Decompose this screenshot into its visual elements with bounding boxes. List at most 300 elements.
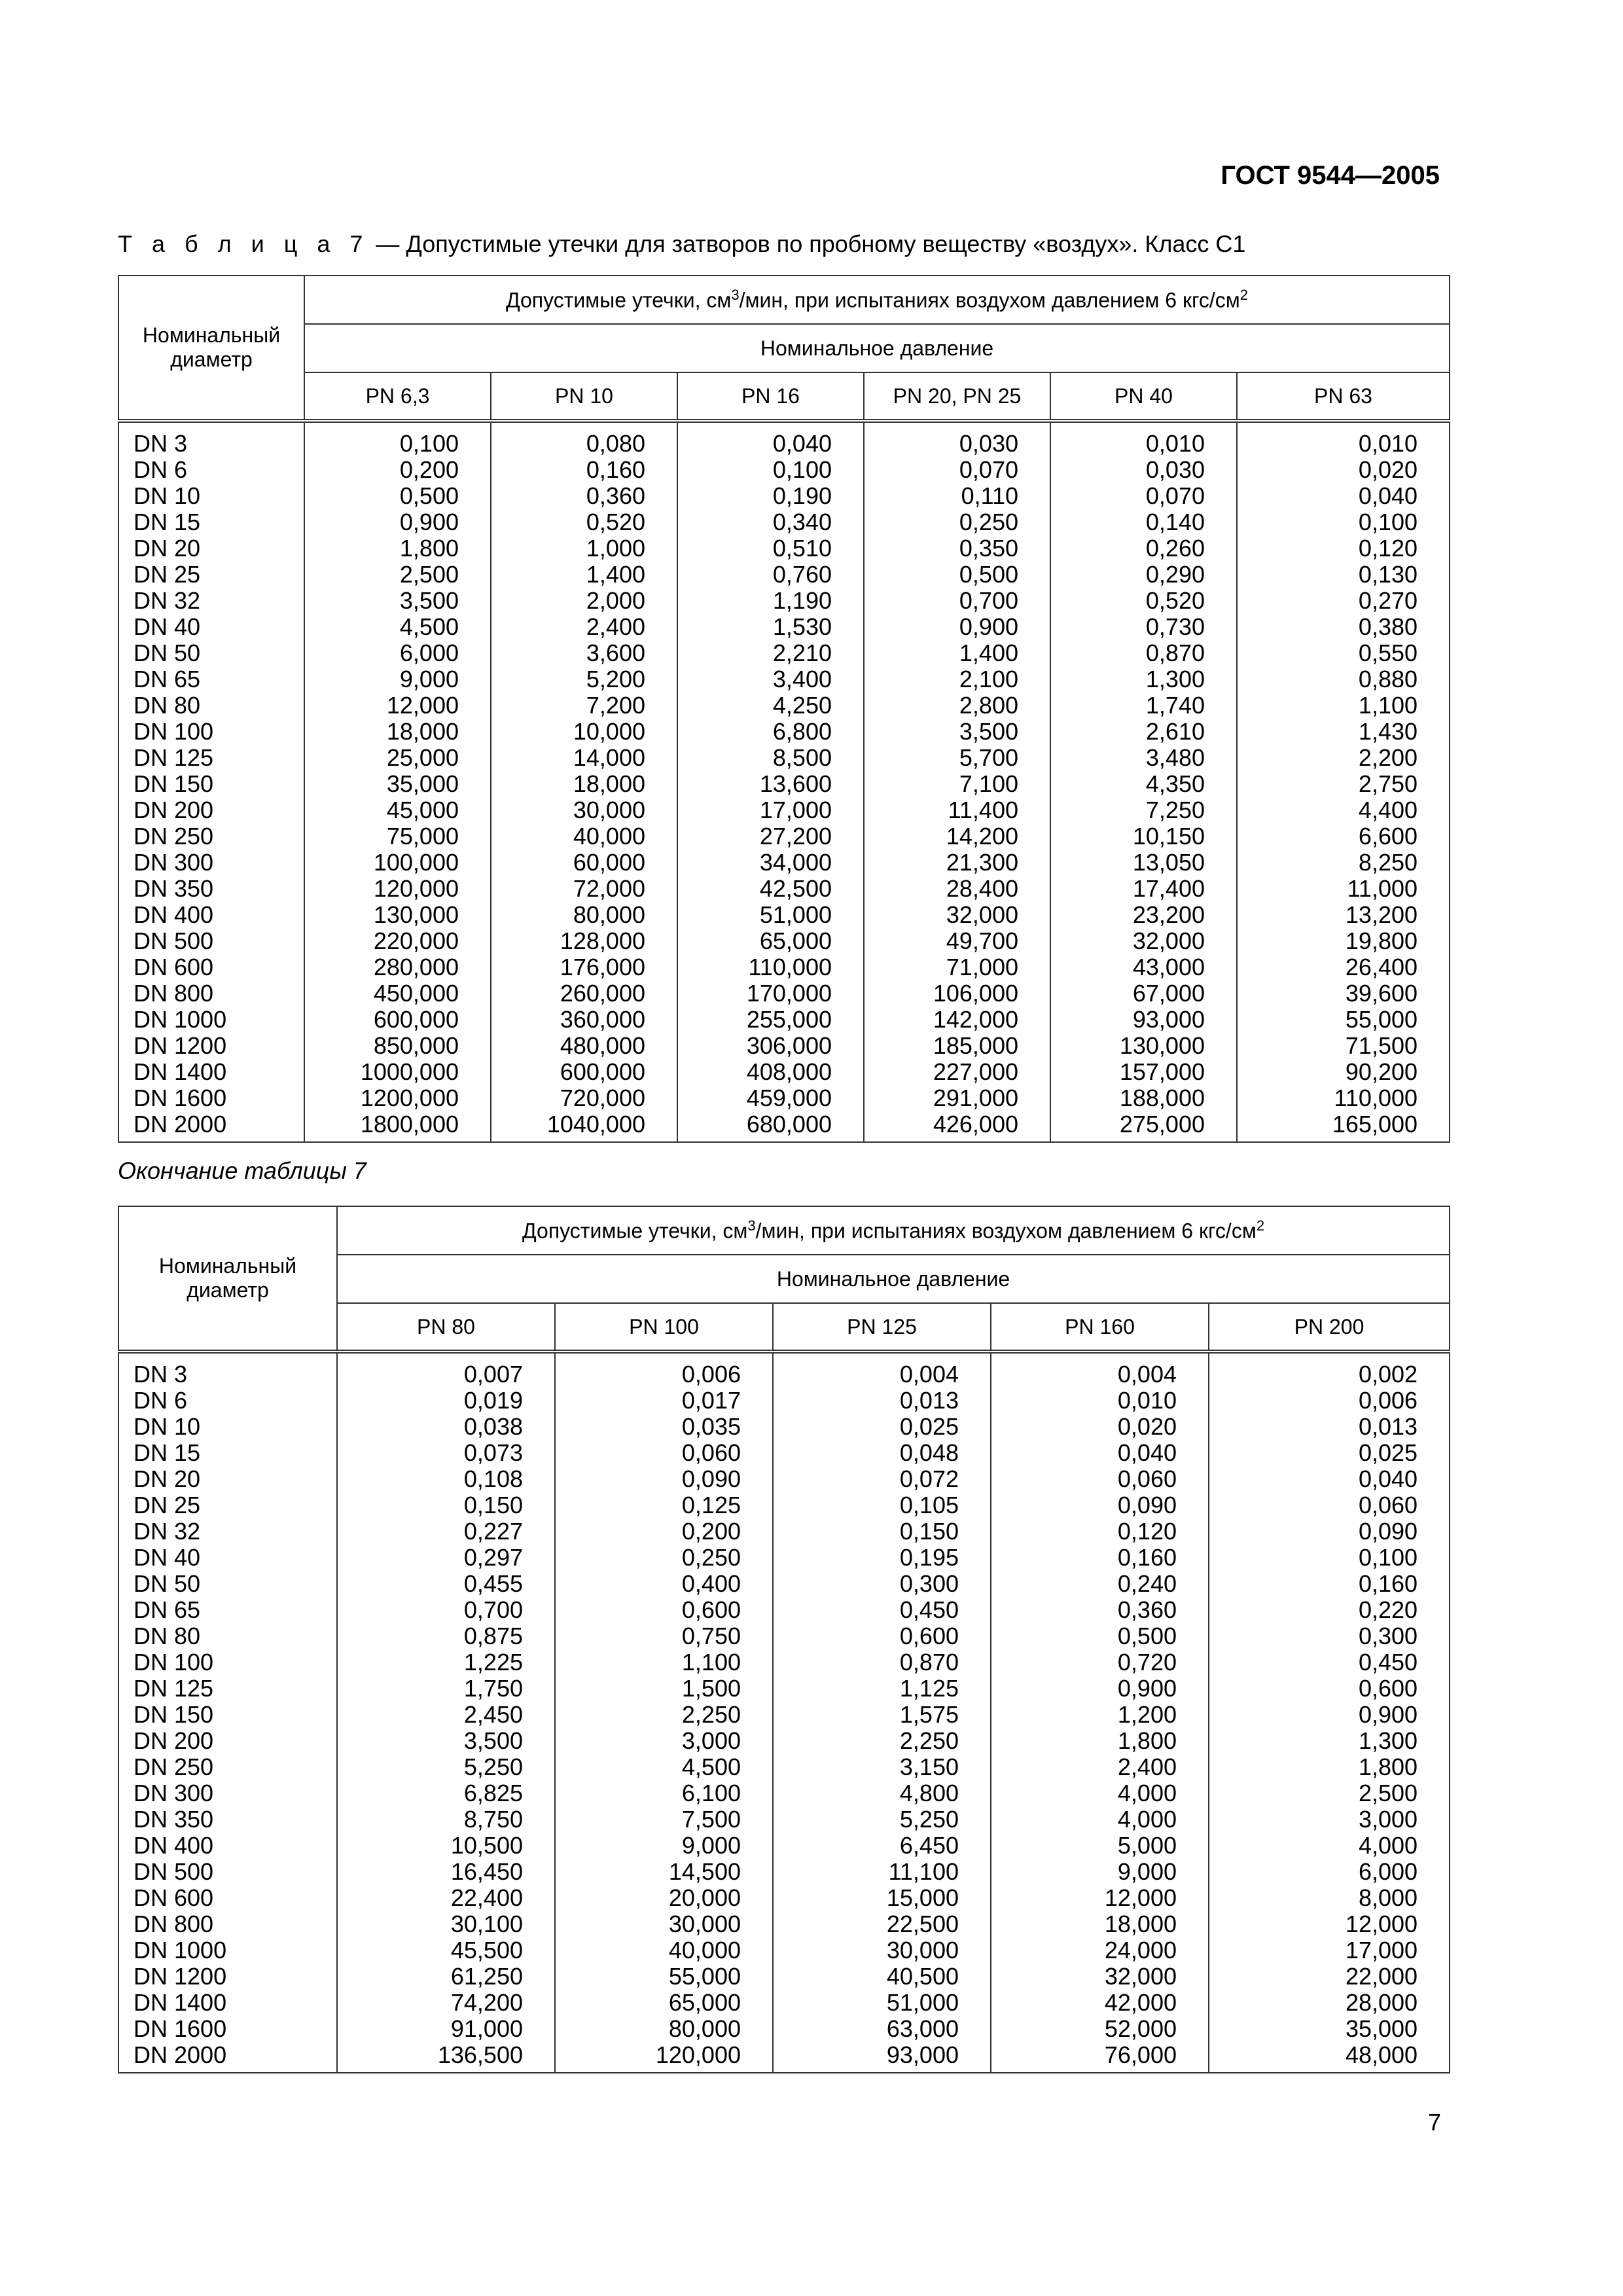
leak-value-cell: 1,100 [555, 1649, 773, 1676]
leak-value-cell: 17,000 [1209, 1937, 1450, 1964]
leak-value-cell: 0,030 [864, 421, 1050, 457]
table-caption-label: Т а б л и ц а 7 [118, 230, 370, 257]
leak-value-cell: 13,050 [1050, 850, 1237, 876]
nominal-diameter-cell: DN 600 [118, 1885, 337, 1911]
leak-value-cell: 0,150 [337, 1492, 555, 1518]
leak-value-cell: 408,000 [677, 1059, 864, 1085]
leak-value-cell: 0,150 [773, 1518, 991, 1545]
leak-value-cell: 176,000 [491, 954, 677, 980]
leak-value-cell: 3,500 [337, 1728, 555, 1754]
leak-value-cell: 2,250 [773, 1728, 991, 1754]
leak-value-cell: 22,000 [1209, 1964, 1450, 1990]
nominal-diameter-cell: DN 40 [118, 1545, 337, 1571]
leak-value-cell: 9,000 [304, 666, 491, 692]
leak-value-cell: 0,038 [337, 1414, 555, 1440]
leak-value-cell: 0,300 [773, 1571, 991, 1597]
leak-value-cell: 0,025 [773, 1414, 991, 1440]
leak-value-cell: 1,000 [491, 535, 677, 562]
leak-value-cell: 0,010 [991, 1388, 1209, 1414]
nominal-diameter-cell: DN 10 [118, 1414, 337, 1440]
leak-value-cell: 11,400 [864, 797, 1050, 823]
leak-value-cell: 2,450 [337, 1702, 555, 1728]
leak-value-cell: 720,000 [491, 1085, 677, 1111]
nominal-diameter-cell: DN 125 [118, 745, 304, 771]
table-row [118, 457, 1450, 483]
leak-value-cell: 2,750 [1237, 771, 1450, 797]
table-row [118, 1033, 1450, 1059]
leak-value-cell: 30,000 [773, 1937, 991, 1964]
leak-value-cell: 1,125 [773, 1676, 991, 1702]
leak-value-cell: 4,400 [1237, 797, 1450, 823]
nominal-diameter-cell: DN 350 [118, 1806, 337, 1833]
leak-value-cell: 90,200 [1237, 1059, 1450, 1085]
leak-value-cell: 0,025 [1209, 1440, 1450, 1466]
leak-value-cell: 8,000 [1209, 1885, 1450, 1911]
leak-value-cell: 0,010 [1050, 421, 1237, 457]
leak-value-cell: 4,000 [1209, 1833, 1450, 1859]
leak-value-cell: 3,500 [304, 588, 491, 614]
leak-value-cell: 600,000 [491, 1059, 677, 1085]
leak-value-cell: 32,000 [991, 1964, 1209, 1990]
leak-value-cell: 0,500 [304, 483, 491, 509]
table-row [118, 1466, 1450, 1492]
leak-value-cell: 0,730 [1050, 614, 1237, 640]
leak-value-cell: 0,550 [1237, 640, 1450, 666]
nominal-diameter-cell: DN 6 [118, 457, 304, 483]
leak-table-part-2 [118, 1206, 1450, 2073]
leak-value-cell: 49,700 [864, 928, 1050, 954]
nominal-diameter-cell: DN 600 [118, 954, 304, 980]
table-row [118, 1059, 1450, 1085]
leak-value-cell: 0,870 [1050, 640, 1237, 666]
leak-value-cell: 0,105 [773, 1492, 991, 1518]
pressure-column-header: PN 125 [773, 1303, 991, 1352]
leak-value-cell: 1,800 [991, 1728, 1209, 1754]
leak-value-cell: 4,800 [773, 1780, 991, 1806]
leak-value-cell: 2,250 [555, 1702, 773, 1728]
leak-value-cell: 28,000 [1209, 1990, 1450, 2016]
leak-value-cell: 0,125 [555, 1492, 773, 1518]
leak-value-cell: 0,020 [1237, 457, 1450, 483]
leak-value-cell: 4,500 [304, 614, 491, 640]
leak-value-cell: 28,400 [864, 876, 1050, 902]
leak-value-cell: 12,000 [1209, 1911, 1450, 1937]
leak-value-cell: 0,090 [991, 1492, 1209, 1518]
leak-value-cell: 0,040 [1209, 1466, 1450, 1492]
leak-value-cell: 0,297 [337, 1545, 555, 1571]
leak-value-cell: 0,120 [1237, 535, 1450, 562]
leak-value-cell: 55,000 [555, 1964, 773, 1990]
leak-value-cell: 0,290 [1050, 562, 1237, 588]
table-row [118, 1571, 1450, 1597]
leak-value-cell: 1040,000 [491, 1111, 677, 1142]
pressure-column-header: PN 160 [991, 1303, 1209, 1352]
leak-value-cell: 0,040 [1237, 483, 1450, 509]
pressure-column-header: PN 10 [491, 372, 677, 421]
nominal-diameter-cell: DN 250 [118, 823, 304, 850]
leak-value-cell: 5,250 [773, 1806, 991, 1833]
leak-value-cell: 1,800 [304, 535, 491, 562]
leak-value-cell: 30,000 [555, 1911, 773, 1937]
leak-value-cell: 0,250 [864, 509, 1050, 535]
leak-value-cell: 74,200 [337, 1990, 555, 2016]
nominal-diameter-cell: DN 2000 [118, 2042, 337, 2073]
leak-value-cell: 291,000 [864, 1085, 1050, 1111]
leak-value-cell: 2,200 [1237, 745, 1450, 771]
document-id-header: ГОСТ 9544—2005 [1221, 161, 1440, 190]
leak-value-cell: 110,000 [677, 954, 864, 980]
leak-value-cell: 2,800 [864, 692, 1050, 719]
leak-value-cell: 0,360 [991, 1597, 1209, 1623]
leak-value-cell: 426,000 [864, 1111, 1050, 1142]
nominal-diameter-cell: DN 800 [118, 1911, 337, 1937]
nominal-diameter-cell: DN 1400 [118, 1990, 337, 2016]
leak-value-cell: 120,000 [304, 876, 491, 902]
pressure-column-header: PN 40 [1050, 372, 1237, 421]
nominal-diameter-cell: DN 80 [118, 692, 304, 719]
leak-value-cell: 40,000 [555, 1937, 773, 1964]
leak-value-cell: 0,700 [337, 1597, 555, 1623]
table-row [118, 719, 1450, 745]
table-row [118, 876, 1450, 902]
leak-value-cell: 20,000 [555, 1885, 773, 1911]
leak-value-cell: 3,000 [555, 1728, 773, 1754]
leak-value-cell: 23,200 [1050, 902, 1237, 928]
leak-value-cell: 7,250 [1050, 797, 1237, 823]
pressure-column-header: PN 63 [1237, 372, 1450, 421]
leak-value-cell: 185,000 [864, 1033, 1050, 1059]
leak-value-cell: 3,000 [1209, 1806, 1450, 1833]
leak-value-cell: 0,090 [1209, 1518, 1450, 1545]
pressure-column-header: PN 6,3 [304, 372, 491, 421]
leak-value-cell: 0,040 [991, 1440, 1209, 1466]
leak-value-cell: 450,000 [304, 980, 491, 1007]
leak-value-cell: 0,060 [1209, 1492, 1450, 1518]
leak-value-cell: 3,500 [864, 719, 1050, 745]
table-row [118, 954, 1450, 980]
leak-value-cell: 100,000 [304, 850, 491, 876]
diameter-header: Номинальный диаметр [118, 276, 304, 421]
leak-value-cell: 10,500 [337, 1833, 555, 1859]
leak-value-cell: 8,500 [677, 745, 864, 771]
leak-value-cell: 0,220 [1209, 1597, 1450, 1623]
leak-value-cell: 27,200 [677, 823, 864, 850]
nominal-diameter-cell: DN 32 [118, 1518, 337, 1545]
leak-value-cell: 76,000 [991, 2042, 1209, 2073]
leak-value-cell: 72,000 [491, 876, 677, 902]
leak-value-cell: 19,800 [1237, 928, 1450, 954]
leak-value-cell: 0,080 [491, 421, 677, 457]
leak-value-cell: 16,450 [337, 1859, 555, 1885]
leak-value-cell: 0,120 [991, 1518, 1209, 1545]
table-row [118, 1676, 1450, 1702]
leak-value-cell: 3,480 [1050, 745, 1237, 771]
leak-value-cell: 1,200 [991, 1702, 1209, 1728]
leak-value-cell: 0,450 [773, 1597, 991, 1623]
nominal-diameter-cell: DN 500 [118, 928, 304, 954]
table-row [118, 1414, 1450, 1440]
leak-value-cell: 0,700 [864, 588, 1050, 614]
diameter-header: Номинальный диаметр [118, 1206, 337, 1352]
leak-value-cell: 4,250 [677, 692, 864, 719]
leak-value-cell: 1,190 [677, 588, 864, 614]
leak-value-cell: 6,000 [1209, 1859, 1450, 1885]
leak-header: Допустимые утечки, $см^3$/мин, при испытаниях воздухом давлением 6 кгс/$см^2$ [337, 1206, 1450, 1255]
table-row [118, 797, 1450, 823]
leak-value-cell: 0,500 [991, 1623, 1209, 1649]
leak-value-cell: 80,000 [555, 2016, 773, 2042]
pressure-column-header: PN 100 [555, 1303, 773, 1352]
leak-value-cell: 0,510 [677, 535, 864, 562]
nominal-diameter-cell: DN 25 [118, 562, 304, 588]
nominal-diameter-cell: DN 200 [118, 797, 304, 823]
leak-value-cell: 2,400 [491, 614, 677, 640]
leak-value-cell: 32,000 [1050, 928, 1237, 954]
leak-value-cell: 5,000 [991, 1833, 1209, 1859]
table-row [118, 1545, 1450, 1571]
leak-value-cell: 275,000 [1050, 1111, 1237, 1142]
leak-value-cell: 0,090 [555, 1466, 773, 1492]
table-continuation-caption: Окончание таблицы 7 [118, 1157, 366, 1184]
table-row [118, 1754, 1450, 1780]
leak-value-cell: 4,000 [991, 1806, 1209, 1833]
pressure-column-header: PN 80 [337, 1303, 555, 1352]
leak-value-cell: 22,500 [773, 1911, 991, 1937]
leak-value-cell: 0,380 [1237, 614, 1450, 640]
leak-value-cell: 10,150 [1050, 823, 1237, 850]
leak-value-cell: 0,160 [991, 1545, 1209, 1571]
nominal-diameter-cell: DN 1600 [118, 2016, 337, 2042]
leak-value-cell: 2,100 [864, 666, 1050, 692]
leak-value-cell: 850,000 [304, 1033, 491, 1059]
leak-value-cell: 6,800 [677, 719, 864, 745]
leak-value-cell: 51,000 [773, 1990, 991, 2016]
table-row [118, 1911, 1450, 1937]
leak-value-cell: 4,350 [1050, 771, 1237, 797]
nominal-diameter-cell: DN 65 [118, 1597, 337, 1623]
table-row [118, 928, 1450, 954]
leak-value-cell: 220,000 [304, 928, 491, 954]
leak-value-cell: 0,880 [1237, 666, 1450, 692]
nominal-diameter-cell: DN 32 [118, 588, 304, 614]
table-row [118, 1085, 1450, 1111]
nominal-diameter-cell: DN 150 [118, 1702, 337, 1728]
leak-value-cell: 0,600 [1209, 1676, 1450, 1702]
leak-value-cell: 260,000 [491, 980, 677, 1007]
leak-value-cell: 0,600 [555, 1597, 773, 1623]
leak-value-cell: 0,073 [337, 1440, 555, 1466]
leak-value-cell: 2,500 [1209, 1780, 1450, 1806]
table-row [118, 535, 1450, 562]
table-row [118, 421, 1450, 457]
nominal-diameter-cell: DN 40 [118, 614, 304, 640]
nominal-diameter-cell: DN 1200 [118, 1964, 337, 1990]
nominal-diameter-cell: DN 200 [118, 1728, 337, 1754]
leak-value-cell: 18,000 [991, 1911, 1209, 1937]
nominal-diameter-cell: DN 400 [118, 1833, 337, 1859]
leak-value-cell: 32,000 [864, 902, 1050, 928]
table-row [118, 902, 1450, 928]
leak-value-cell: 1,750 [337, 1676, 555, 1702]
leak-value-cell: 0,035 [555, 1414, 773, 1440]
leak-value-cell: 0,900 [1209, 1702, 1450, 1728]
leak-value-cell: 6,000 [304, 640, 491, 666]
leak-value-cell: 106,000 [864, 980, 1050, 1007]
leak-value-cell: 25,000 [304, 745, 491, 771]
leak-value-cell: 71,500 [1237, 1033, 1450, 1059]
leak-value-cell: 280,000 [304, 954, 491, 980]
leak-value-cell: 8,750 [337, 1806, 555, 1833]
nominal-diameter-cell: DN 2000 [118, 1111, 304, 1142]
leak-value-cell: 0,030 [1050, 457, 1237, 483]
leak-value-cell: 120,000 [555, 2042, 773, 2073]
leak-value-cell: 15,000 [773, 1885, 991, 1911]
leak-value-cell: 5,700 [864, 745, 1050, 771]
table-caption-text: — Допустимые утечки для затворов по пробному веществу «воздух». Класс С1 [369, 230, 1246, 257]
leak-value-cell: 9,000 [555, 1833, 773, 1859]
leak-value-cell: 0,130 [1237, 562, 1450, 588]
table-row [118, 640, 1450, 666]
leak-value-cell: 0,004 [991, 1352, 1209, 1388]
table-row [118, 1352, 1450, 1388]
table-row [118, 2042, 1450, 2073]
leak-value-cell: 17,000 [677, 797, 864, 823]
leak-value-cell: 45,500 [337, 1937, 555, 1964]
nominal-diameter-cell: DN 150 [118, 771, 304, 797]
leak-value-cell: 0,110 [864, 483, 1050, 509]
nominal-diameter-cell: DN 65 [118, 666, 304, 692]
table-row [118, 483, 1450, 509]
leak-value-cell: 142,000 [864, 1007, 1050, 1033]
leak-value-cell: 1,300 [1050, 666, 1237, 692]
leak-value-cell: 188,000 [1050, 1085, 1237, 1111]
table-row [118, 850, 1450, 876]
leak-value-cell: 93,000 [773, 2042, 991, 2073]
table-row [118, 1111, 1450, 1142]
leak-value-cell: 1,225 [337, 1649, 555, 1676]
leak-value-cell: 0,300 [1209, 1623, 1450, 1649]
leak-value-cell: 22,400 [337, 1885, 555, 1911]
leak-value-cell: 227,000 [864, 1059, 1050, 1085]
leak-value-cell: 42,500 [677, 876, 864, 902]
leak-value-cell: 0,400 [555, 1571, 773, 1597]
nominal-diameter-cell: DN 300 [118, 850, 304, 876]
leak-value-cell: 12,000 [991, 1885, 1209, 1911]
leak-value-cell: 0,250 [555, 1545, 773, 1571]
leak-value-cell: 0,350 [864, 535, 1050, 562]
leak-value-cell: 17,400 [1050, 876, 1237, 902]
leak-value-cell: 40,000 [491, 823, 677, 850]
leak-value-cell: 7,500 [555, 1806, 773, 1833]
page-number: 7 [1427, 2109, 1441, 2136]
leak-value-cell: 14,000 [491, 745, 677, 771]
leak-value-cell: 30,000 [491, 797, 677, 823]
leak-value-cell: 0,160 [1209, 1571, 1450, 1597]
leak-value-cell: 65,000 [555, 1990, 773, 2016]
leak-value-cell: 30,100 [337, 1911, 555, 1937]
table-row [118, 509, 1450, 535]
leak-value-cell: 7,100 [864, 771, 1050, 797]
leak-value-cell: 170,000 [677, 980, 864, 1007]
leak-value-cell: 93,000 [1050, 1007, 1237, 1033]
leak-value-cell: 48,000 [1209, 2042, 1450, 2073]
leak-value-cell: 34,000 [677, 850, 864, 876]
table-row [118, 588, 1450, 614]
nominal-diameter-cell: DN 20 [118, 535, 304, 562]
leak-value-cell: 71,000 [864, 954, 1050, 980]
table-row [118, 562, 1450, 588]
leak-value-cell: 5,250 [337, 1754, 555, 1780]
leak-value-cell: 63,000 [773, 2016, 991, 2042]
leak-value-cell: 61,250 [337, 1964, 555, 1990]
leak-value-cell: 0,040 [677, 421, 864, 457]
leak-value-cell: 0,600 [773, 1623, 991, 1649]
leak-value-cell: 0,013 [1209, 1414, 1450, 1440]
nominal-diameter-cell: DN 1000 [118, 1007, 304, 1033]
pressure-column-header: PN 200 [1209, 1303, 1450, 1352]
leak-value-cell: 0,013 [773, 1388, 991, 1414]
leak-value-cell: 0,140 [1050, 509, 1237, 535]
leak-value-cell: 91,000 [337, 2016, 555, 2042]
nominal-diameter-cell: DN 80 [118, 1623, 337, 1649]
leak-value-cell: 0,870 [773, 1649, 991, 1676]
leak-value-cell: 0,004 [773, 1352, 991, 1388]
leak-value-cell: 0,900 [991, 1676, 1209, 1702]
leak-value-cell: 0,760 [677, 562, 864, 588]
leak-value-cell: 1,500 [555, 1676, 773, 1702]
nominal-diameter-cell: DN 250 [118, 1754, 337, 1780]
leak-value-cell: 11,000 [1237, 876, 1450, 902]
leak-value-cell: 0,007 [337, 1352, 555, 1388]
leak-value-cell: 11,100 [773, 1859, 991, 1885]
nominal-diameter-cell: DN 400 [118, 902, 304, 928]
leak-value-cell: 136,500 [337, 2042, 555, 2073]
table-row [118, 771, 1450, 797]
leak-value-cell: 0,900 [864, 614, 1050, 640]
table-row [118, 1859, 1450, 1885]
table-row [118, 745, 1450, 771]
pressure-column-header: PN 16 [677, 372, 864, 421]
leak-value-cell: 130,000 [1050, 1033, 1237, 1059]
leak-value-cell: 51,000 [677, 902, 864, 928]
leak-value-cell: 13,600 [677, 771, 864, 797]
table-row [118, 1885, 1450, 1911]
leak-value-cell: 0,048 [773, 1440, 991, 1466]
table-row [118, 1388, 1450, 1414]
leak-value-cell: 459,000 [677, 1085, 864, 1111]
nominal-diameter-cell: DN 300 [118, 1780, 337, 1806]
table-row [118, 1702, 1450, 1728]
leak-value-cell: 0,060 [991, 1466, 1209, 1492]
nominal-diameter-cell: DN 6 [118, 1388, 337, 1414]
leak-value-cell: 0,060 [555, 1440, 773, 1466]
leak-value-cell: 0,340 [677, 509, 864, 535]
leak-value-cell: 5,200 [491, 666, 677, 692]
leak-value-cell: 0,100 [304, 421, 491, 457]
leak-value-cell: 75,000 [304, 823, 491, 850]
nominal-diameter-cell: DN 15 [118, 1440, 337, 1466]
table-row [118, 692, 1450, 719]
leak-value-cell: 0,010 [1237, 421, 1450, 457]
leak-value-cell: 0,070 [864, 457, 1050, 483]
leak-value-cell: 1,800 [1209, 1754, 1450, 1780]
leak-value-cell: 0,227 [337, 1518, 555, 1545]
leak-value-cell: 480,000 [491, 1033, 677, 1059]
leak-value-cell: 306,000 [677, 1033, 864, 1059]
leak-value-cell: 39,600 [1237, 980, 1450, 1007]
pressure-header: Номинальное давление [304, 324, 1450, 372]
table-row [118, 1780, 1450, 1806]
